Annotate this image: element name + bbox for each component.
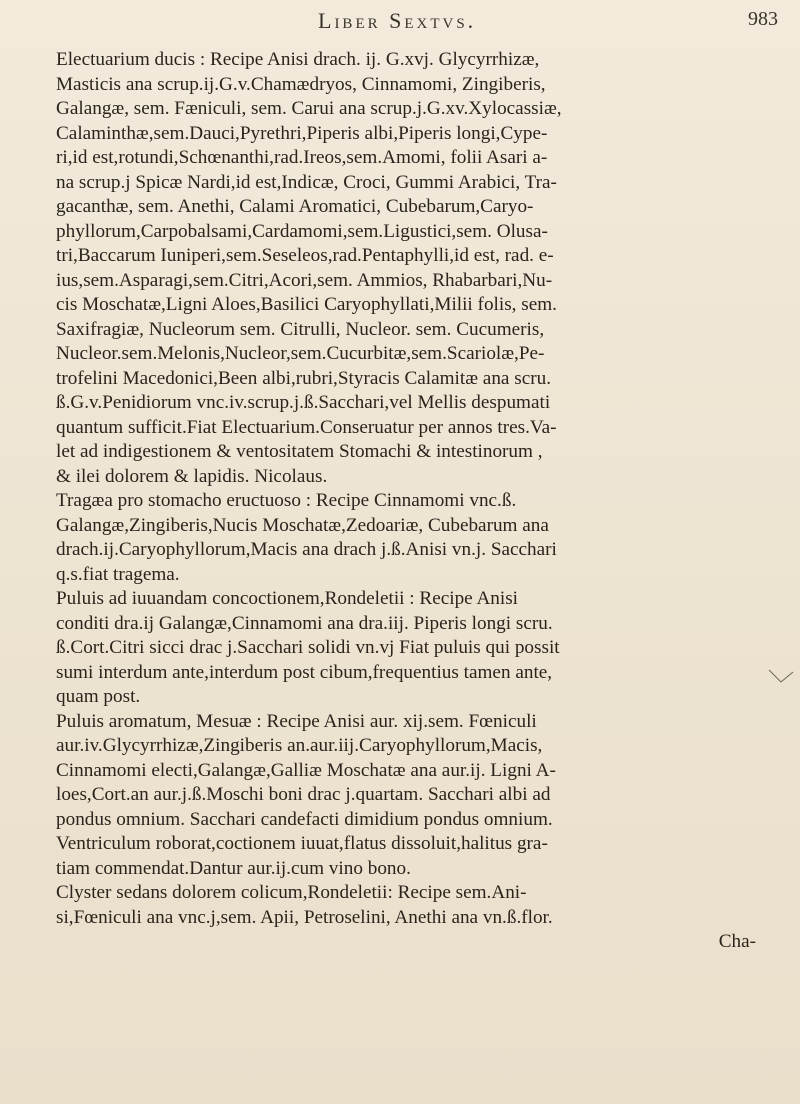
text-line: Masticis ana scrup.ij.G.v.Chamædryos, Cinnamomi, Zingiberis, xyxy=(56,73,546,95)
body-text xyxy=(56,48,756,955)
text-line: sumi interdum ante,interdum post cibum,frequentius tamen ante, xyxy=(56,661,553,683)
text-line: Ventriculum roborat,coctionem iuuat,flatus dissoluit,halitus gra- xyxy=(56,833,548,854)
text-line: loes,Cort.an aur.j.ß.Moschi boni drac j.quartam. Sacchari albi ad xyxy=(56,784,551,805)
text-line: conditi dra.ij Galangæ,Cinnamomi ana dra.iij. Piperis longi scru. xyxy=(56,612,553,634)
text-line: Galangæ,Zingiberis,Nucis Moschatæ,Zedoariæ, Cubebarum ana xyxy=(56,514,549,536)
text-line: & ilei dolorem & lapidis. Nicolaus. xyxy=(56,465,328,487)
running-head: Liber Sextvs. xyxy=(318,8,477,33)
text-line: si,Fœniculi ana vnc.j,sem. Apii, Petroselini, Anethi ana vn.ß.flor. xyxy=(56,906,553,928)
text-line: cis Moschatæ,Ligni Aloes,Basilici Caryophyllati,Milii folis, sem. xyxy=(56,294,557,315)
text-line: quam post. xyxy=(56,686,141,707)
text-line: Tragæa pro stomacho eructuoso : Recipe Cinnamomi vnc.ß. xyxy=(56,490,517,511)
text-line: Cinnamomi electi,Galangæ,Galliæ Moschatæ ana aur.ij. Ligni A- xyxy=(56,759,556,781)
text-line: Clyster sedans dolorem colicum,Rondeletii: Recipe sem.Ani- xyxy=(56,882,527,903)
text-line: Electuarium ducis : Recipe Anisi drach. ij. G.xvj. Glycyrrhizæ, xyxy=(56,49,540,70)
text-line: Nucleor.sem.Melonis,Nucleor,sem.Cucurbitæ,sem.Scariolæ,Pe- xyxy=(56,343,545,364)
text-line: aur.iv.Glycyrrhizæ,Zingiberis an.aur.iij.Caryophyllorum,Macis, xyxy=(56,735,543,756)
text-line: tiam commendat.Dantur aur.ij.cum vino bono. xyxy=(56,857,411,879)
text-line: ß.G.v.Penidiorum vnc.iv.scrup.j.ß.Sacchari,vel Mellis despumati xyxy=(56,392,551,413)
text-line: tri,Baccarum Iuniperi,sem.Seseleos,rad.Pentaphylli,id est, rad. e- xyxy=(56,245,554,266)
text-line: drach.ij.Caryophyllorum,Macis ana drach j.ß.Anisi vn.j. Sacchari xyxy=(56,539,557,560)
text-line: pondus omnium. Sacchari candefacti dimidium pondus omnium. xyxy=(56,808,553,830)
text-line: trofelini Macedonici,Been albi,rubri,Styracis Calamitæ ana scru. xyxy=(56,367,551,389)
text-line: na scrup.j Spicæ Nardi,id est,Indicæ, Croci, Gummi Arabici, Tra- xyxy=(56,171,557,193)
margin-mark-icon xyxy=(768,668,794,684)
text-line: Puluis aromatum, Mesuæ : Recipe Anisi aur. xij.sem. Fœniculi xyxy=(56,710,537,732)
page-header xyxy=(0,6,800,46)
text-line: ß.Cort.Citri sicci drac j.Sacchari solidi vn.vj Fiat puluis qui possit xyxy=(56,637,560,658)
text-line: phyllorum,Carpobalsami,Cardamomi,sem.Ligustici,sem. Olusa- xyxy=(56,220,548,242)
text-line: Saxifragiæ, Nucleorum sem. Citrulli, Nucleor. sem. Cucumeris, xyxy=(56,318,545,340)
text-line: q.s.fiat tragema. xyxy=(56,563,180,585)
text-line: ri,id est,rotundi,Schœnanthi,rad.Ireos,sem.Amomi, folii Asari a- xyxy=(56,147,548,168)
text-line: ius,sem.Asparagi,sem.Citri,Acori,sem. Ammios, Rhabarbari,Nu- xyxy=(56,269,553,291)
text-line: quantum sufficit.Fiat Electuarium.Conseruatur per annos tres.Va- xyxy=(56,416,557,438)
text-line: gacanthæ, sem. Anethi, Calami Aromatici, Cubebarum,Caryo- xyxy=(56,196,534,217)
text-line: Calaminthæ,sem.Dauci,Pyrethri,Piperis albi,Piperis longi,Cype- xyxy=(56,122,548,144)
text-line: Puluis ad iuuandam concoctionem,Rondeletii : Recipe Anisi xyxy=(56,588,519,609)
catchword: Cha- xyxy=(718,931,756,952)
text-line: Galangæ, sem. Fæniculi, sem. Carui ana scrup.j.G.xv.Xylocassiæ, xyxy=(56,98,562,119)
page-number: 983 xyxy=(748,8,778,30)
text-line: let ad indigestionem & ventositatem Stomachi & intestinorum , xyxy=(56,441,543,462)
